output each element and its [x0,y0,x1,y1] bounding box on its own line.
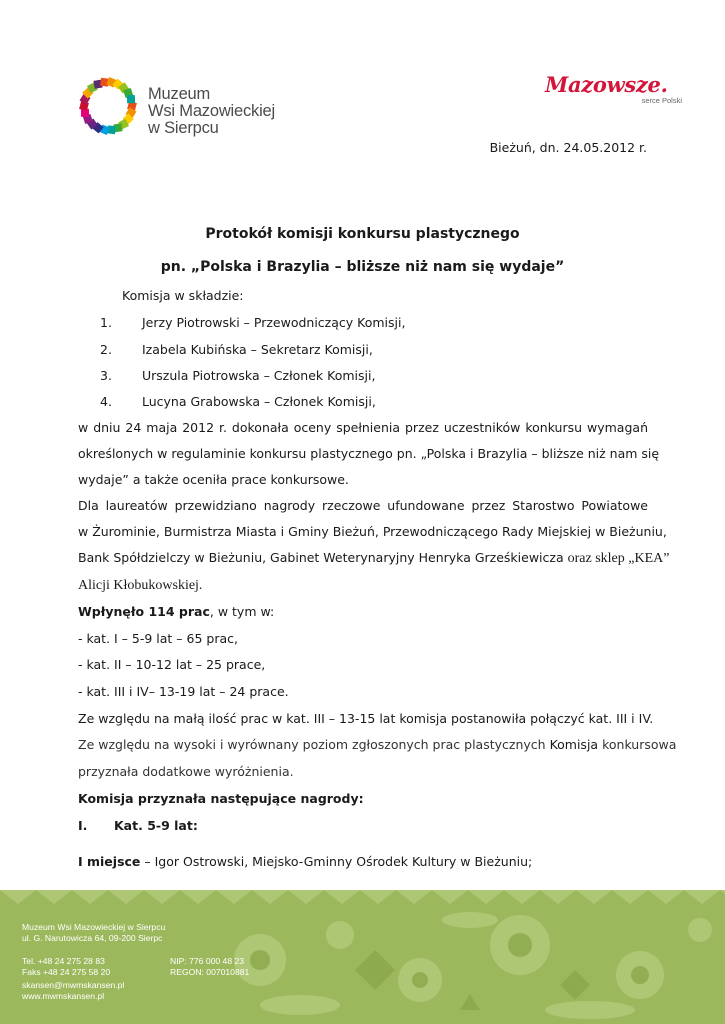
member-text: Lucyna Grabowska – Członek Komisji, [142,394,376,409]
footer-regon: REGON: 007010881 [170,967,250,977]
first-place [78,854,532,869]
first-place-label: I miejsce [78,854,141,869]
category-line: - kat. II – 10-12 lat – 25 prace, [78,657,266,672]
footer-band [0,890,725,1024]
footer-nip: NIP: 776 000 48 23 [170,956,245,966]
museum-logo-line3: w Sierpcu [148,119,219,137]
committee-member [100,368,375,383]
received-count [78,604,274,619]
committee-member [100,315,405,330]
mazowsze-logo-word: Mazowsze. [545,72,668,97]
member-text: Izabela Kubińska – Sekretarz Komisji, [142,342,373,357]
footer-email[interactable]: skansen@mwmskansen.pl [22,980,125,990]
paragraph-line [78,550,669,567]
museum-logo-line1: Muzeum [148,85,211,103]
distinction-commission: Komisja [549,737,599,752]
member-number: 2. [100,342,112,357]
section-label: Kat. 5-9 lat: [114,818,198,833]
document-title-line2: pn. „Polska i Brazylia – bliższe niż nam się wydaje” [160,259,565,275]
museum-logo [78,76,308,136]
committee-member [100,342,373,357]
member-number: 3. [100,368,112,383]
first-place-winner: – Igor Ostrowski, Miejsko-Gminny Ośrodek Kultury w Bieżuniu; [140,854,533,869]
footer-phone: Tel. +48 24 275 28 83 [22,956,105,966]
distinction-line [78,737,677,752]
paragraph-line: w Żurominie, Burmistrza Miasta i Gminy Bieżuń, Przewodniczącego Rady Miejskiej w Bieżuniu, [78,524,667,539]
mazowsze-logo [545,72,690,106]
paragraph-line: wydaje” a także oceniła prace konkursowe. [78,472,349,487]
merge-note: Ze względu na małą ilość prac w kat. III – 13-15 lat komisja postanowiła połączyć kat. III i IV. [78,711,654,726]
museum-logo-text [148,86,275,137]
museum-logo-line2: Wsi Mazowieckiej [148,102,275,120]
member-text: Jerzy Piotrowski – Przewodniczący Komisji, [142,315,406,330]
category-line: - kat. I – 5-9 lat – 65 prac, [78,631,238,646]
committee-intro: Komisja w składzie: [122,288,244,303]
footer-address: ul. G. Narutowicza 64, 09-200 Sierpc [22,933,163,943]
committee-member [100,394,376,409]
paragraph-line: Dla laureatów przewidziano nagrody rzeczowe ufundowane przez Starostwo Powiatowe [78,498,648,513]
distinction-tail: konkursowa [602,737,677,752]
section-number: I. [78,818,88,833]
member-text: Urszula Piotrowska – Członek Komisji, [142,368,376,383]
member-number: 4. [100,394,112,409]
logo-ring-square [127,95,135,103]
paragraph-line: Alicji Kłobukowskiej. [78,578,203,593]
member-number: 1. [100,315,112,330]
awards-heading: Komisja przyznała następujące nagrody: [78,791,364,806]
folk-pattern-icon [0,890,725,1024]
distinction-line: przyznała dodatkowe wyróżnienia. [78,764,294,779]
footer-museum-name: Muzeum Wsi Mazowieckiej w Sierpcu [22,922,166,932]
footer-fax: Faks +48 24 275 58 20 [22,967,111,977]
received-count-rest: , w tym w: [209,604,275,619]
received-count-bold: Wpłynęło 114 prac [78,604,210,619]
paragraph-line: w dniu 24 maja 2012 r. dokonała oceny spełnienia przez uczestników konkursu wymagań [78,420,648,435]
mazowsze-logo-tagline: serce Polski [641,96,682,105]
document-title-line1: Protokół komisji konkursu plastycznego [205,226,520,242]
sponsors-shop: oraz sklep „KEA” [567,551,670,566]
footer-website[interactable]: www.mwmskansen.pl [22,991,105,1001]
document-date: Bieżuń, dn. 24.05.2012 r. [489,140,647,155]
sponsors-text: Bank Spółdzielczy w Bieżuniu, Gabinet Weterynaryjny Henryka Grześkiewicza [78,550,564,565]
distinction-text: Ze względu na wysoki i wyrównany poziom zgłoszonych prac plastycznych [78,737,546,752]
museum-logo-ring-icon [78,76,138,136]
paragraph-line: określonych w regulaminie konkursu plastycznego pn. „Polska i Brazylia – bliższe niż nam się [78,446,660,461]
section-heading [78,818,198,833]
category-line: - kat. III i IV– 13-19 lat – 24 prace. [78,684,289,699]
